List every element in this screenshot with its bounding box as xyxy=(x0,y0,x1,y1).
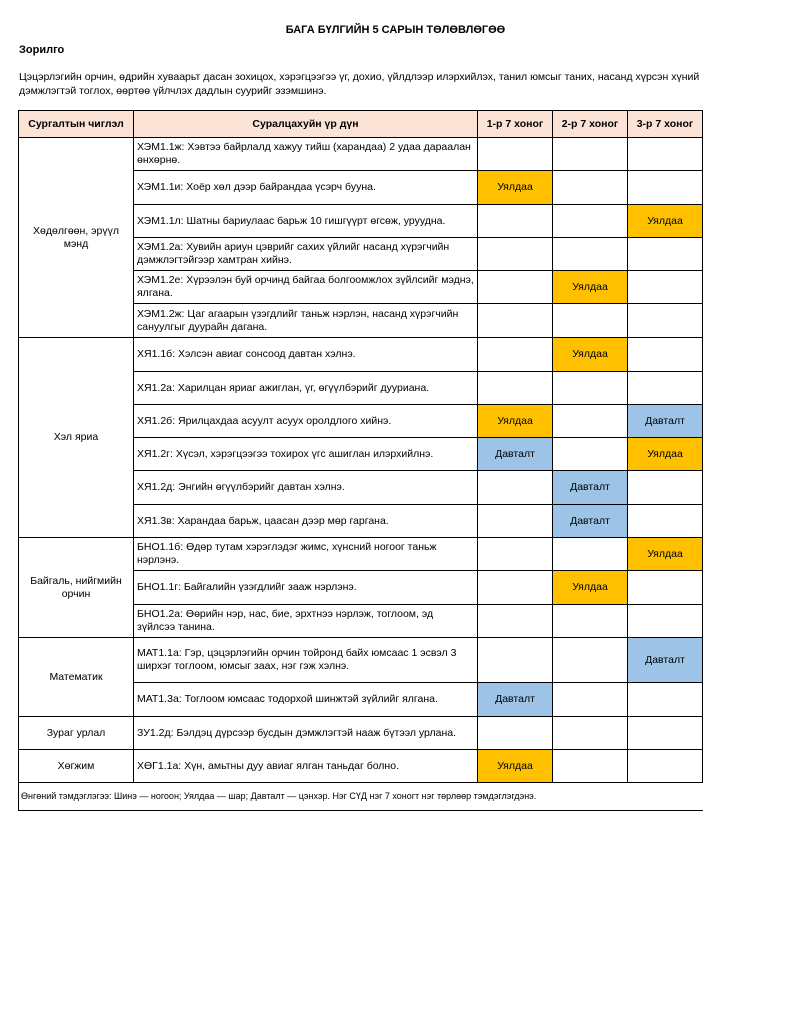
outcome-cell: ХЭМ1.2а: Хувийн ариун цэврийг сахих үйлийг насанд хүрэгчийн дэмжлэгтэйгээр хамтран хийнэ. xyxy=(134,238,478,271)
outcome-cell: МАТ1.1а: Гэр, цэцэрлэгийн орчин тойронд байх юмсаас 1 эсвэл 3 ширхэг тоглоом, юмсыг заах, нэг гэж хэлнэ. xyxy=(134,638,478,683)
week-3-cell xyxy=(628,683,703,717)
outcome-cell: ХЭМ1.1и: Хоёр хөл дээр байрандаа үсэрч бууна. xyxy=(134,171,478,205)
week-2-cell: Уялдаа xyxy=(553,338,628,372)
week-3-cell: Уялдаа xyxy=(628,538,703,571)
outcome-cell: ЗУ1.2д: Бэлдэц дүрсээр бусдын дэмжлэгтэй нааж бүтээл урлана. xyxy=(134,717,478,750)
header-area: Сургалтын чиглэл xyxy=(19,111,134,138)
week-3-cell xyxy=(628,304,703,338)
week-2-cell: Уялдаа xyxy=(553,271,628,304)
week-2-cell xyxy=(553,717,628,750)
outcome-cell: ХЯ1.3в: Харандаа барьж, цаасан дээр мөр гаргана. xyxy=(134,505,478,538)
week-2-cell xyxy=(553,238,628,271)
outcome-cell: БНО1.1б: Өдөр тутам хэрэглэдэг жимс, хүнсний ногоог таньж нэрлэнэ. xyxy=(134,538,478,571)
week-3-cell xyxy=(628,238,703,271)
week-1-cell: Уялдаа xyxy=(478,171,553,205)
area-cell: Байгаль, нийгмийн орчин xyxy=(19,538,134,638)
week-2-cell xyxy=(553,683,628,717)
plan-table xyxy=(18,110,703,811)
week-3-cell xyxy=(628,571,703,605)
week-3-cell xyxy=(628,505,703,538)
area-cell: Хэл яриа xyxy=(19,338,134,538)
table-body xyxy=(19,138,703,811)
week-3-cell: Давталт xyxy=(628,638,703,683)
week-1-cell xyxy=(478,605,553,638)
week-3-cell xyxy=(628,338,703,372)
week-1-cell xyxy=(478,538,553,571)
week-2-cell xyxy=(553,205,628,238)
goal-heading: Зорилго xyxy=(19,44,65,56)
week-2-cell xyxy=(553,171,628,205)
week-1-cell: Давталт xyxy=(478,438,553,471)
note-row xyxy=(19,783,703,811)
week-2-cell xyxy=(553,638,628,683)
week-3-cell xyxy=(628,717,703,750)
week-2-cell: Давталт xyxy=(553,471,628,505)
goal-text: Цэцэрлэгийн орчин, өдрийн хуваарьт дасан зохицох, хэрэгцээгээ үг, дохио, үйлдлээр илэрхийлэх, танил юмсыг таних, насанд хүрсэн хүний дэмжлэгтэй тоглох, өөртөө үйлчлэх дадлын суурийг эзэмшинэ. xyxy=(19,71,700,97)
week-1-cell xyxy=(478,505,553,538)
area-cell: Хөдөлгөөн, эрүүл мэнд xyxy=(19,138,134,338)
header-outcome: Суралцахуйн үр дүн xyxy=(134,111,478,138)
week-3-cell xyxy=(628,171,703,205)
table-header-row xyxy=(19,111,703,138)
outcome-cell: БНО1.1г: Байгалийн үзэгдлийг зааж нэрлэнэ. xyxy=(134,571,478,605)
week-2-cell xyxy=(553,538,628,571)
week-3-cell xyxy=(628,605,703,638)
week-2-cell: Давталт xyxy=(553,505,628,538)
outcome-cell: ХЭМ1.1л: Шатны бариулаас барьж 10 гишгүүрт өгсөж, уруудна. xyxy=(134,205,478,238)
header-week-2: 2-р 7 хоног xyxy=(553,111,628,138)
week-3-cell: Уялдаа xyxy=(628,205,703,238)
table-row xyxy=(19,717,703,750)
outcome-cell: ХЭМ1.2е: Хүрээлэн буй орчинд байгаа болгоомжлох зүйлсийг мэднэ, ялгана. xyxy=(134,271,478,304)
week-3-cell: Уялдаа xyxy=(628,438,703,471)
area-cell: Зураг урлал xyxy=(19,717,134,750)
week-1-cell: Уялдаа xyxy=(478,750,553,783)
header-week-3: 3-р 7 хоног xyxy=(628,111,703,138)
outcome-cell: ХЯ1.2б: Ярилцахдаа асуулт асуух оролдлого хийнэ. xyxy=(134,405,478,438)
table-row xyxy=(19,338,703,372)
outcome-cell: МАТ1.3а: Тоглоом юмсаас тодорхой шинжтэй зүйлийг ялгана. xyxy=(134,683,478,717)
week-1-cell xyxy=(478,271,553,304)
header-week-1: 1-р 7 хоног xyxy=(478,111,553,138)
week-1-cell xyxy=(478,571,553,605)
week-1-cell xyxy=(478,638,553,683)
week-1-cell xyxy=(478,238,553,271)
legend-note: Өнгөний тэмдэглэгээ: Шинэ — ногоон; Уялдаа — шар; Давталт — цэнхэр. Нэг СҮД нэг 7 хоногт нэг төрлөөр тэмдэглэгдэнэ. xyxy=(19,783,703,811)
outcome-cell: ХЭМ1.2ж: Цаг агаарын үзэгдлийг таньж нэрлэн, насанд хүрэгчийн сануулгыг дуурайн дагана. xyxy=(134,304,478,338)
week-2-cell xyxy=(553,405,628,438)
week-3-cell xyxy=(628,750,703,783)
table-row xyxy=(19,750,703,783)
week-1-cell xyxy=(478,205,553,238)
week-2-cell xyxy=(553,438,628,471)
page-title: БАГА БҮЛГИЙН 5 САРЫН ТӨЛӨВЛӨГӨӨ xyxy=(285,24,506,36)
week-1-cell xyxy=(478,338,553,372)
week-2-cell: Уялдаа xyxy=(553,571,628,605)
week-3-cell xyxy=(628,372,703,405)
week-2-cell xyxy=(553,372,628,405)
outcome-cell: ХӨГ1.1а: Хүн, амьтны дуу авиаг ялган таньдаг болно. xyxy=(134,750,478,783)
week-2-cell xyxy=(553,304,628,338)
week-3-cell xyxy=(628,138,703,171)
table-row xyxy=(19,538,703,571)
outcome-cell: ХЭМ1.1ж: Хэвтээ байрлалд хажуу тийш (харандаа) 2 удаа дараалан өнхөрнө. xyxy=(134,138,478,171)
week-1-cell xyxy=(478,717,553,750)
outcome-cell: БНО1.2а: Өөрийн нэр, нас, бие, эрхтнээ нэрлэж, тоглоом, эд зүйлсээ танина. xyxy=(134,605,478,638)
week-2-cell xyxy=(553,138,628,171)
week-1-cell: Давталт xyxy=(478,683,553,717)
week-3-cell: Давталт xyxy=(628,405,703,438)
week-3-cell xyxy=(628,271,703,304)
week-1-cell xyxy=(478,304,553,338)
week-3-cell xyxy=(628,471,703,505)
outcome-cell: ХЯ1.2а: Харилцан яриаг ажиглан, үг, өгүүлбэрийг дууриана. xyxy=(134,372,478,405)
week-1-cell xyxy=(478,372,553,405)
table-row xyxy=(19,638,703,683)
table-row xyxy=(19,138,703,171)
week-1-cell xyxy=(478,471,553,505)
week-2-cell xyxy=(553,750,628,783)
outcome-cell: ХЯ1.2г: Хүсэл, хэрэгцээгээ тохирох үгс ашиглан илэрхийлнэ. xyxy=(134,438,478,471)
area-cell: Математик xyxy=(19,638,134,717)
outcome-cell: ХЯ1.2д: Энгийн өгүүлбэрийг давтан хэлнэ. xyxy=(134,471,478,505)
week-1-cell: Уялдаа xyxy=(478,405,553,438)
area-cell: Хөгжим xyxy=(19,750,134,783)
week-1-cell xyxy=(478,138,553,171)
week-2-cell xyxy=(553,605,628,638)
outcome-cell: ХЯ1.1б: Хэлсэн авиаг сонсоод давтан хэлнэ. xyxy=(134,338,478,372)
